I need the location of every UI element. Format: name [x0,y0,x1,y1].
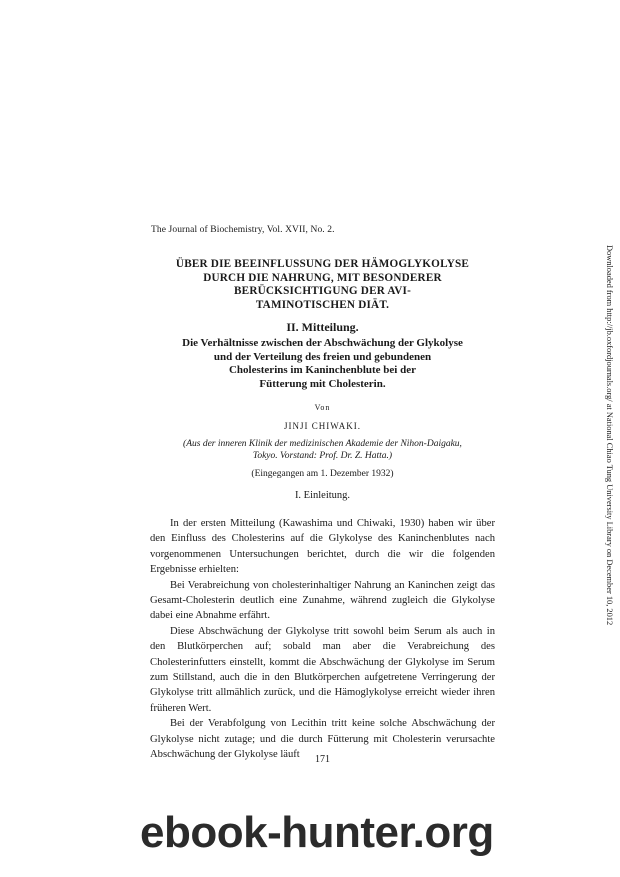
journal-header: The Journal of Biochemistry, Vol. XVII, No. 2. [151,225,335,235]
affiliation-line: Tokyo. Vorstand: Prof. Dr. Z. Hatta.) [252,451,393,462]
body-text [150,516,495,763]
paragraph: Bei der Verabfolgung von Lecithin tritt keine solche Abschwächung der Glykolyse nicht zutage; und die durch Fütterung mit Cholesterin verursachte Abschwächung der Glykolyse läuft [150,718,495,761]
part-label: II. Mitteilung. [286,320,359,334]
paragraph: In der ersten Mitteilung (Kawashima und Chiwaki, 1930) haben wir über den Einfluss des Cholesterins auf die Glykolyse des Kaninchenblutes nach vorgenommenen Untersuchungen berichtet, durch die wir die folgenden Ergebnisse erhielten: [150,518,495,576]
page-number: 171 [315,754,330,765]
download-notice-text: Downloaded from http://jb.oxfordjournals.org/ at National Chiao Tung University Library on December 10, 2012 [605,245,614,626]
affiliation-line: (Aus der inneren Klinik der medizinischen Akademie der Nihon-Daigaku, [183,439,462,449]
title-line: TAMINOTISCHEN DIÄT. [255,298,390,311]
paragraph: Bei Verabreichung von cholesterinhaltiger Nahrung an Kaninchen zeigt das Gesamt-Cholesterin deutlich eine Zunahme, während zugleich die Glykolyse dabei eine Abnahme erfährt. [150,579,495,622]
article-title [150,258,495,312]
subtitle-line: Fütterung mit Cholesterin. [259,378,386,391]
article-subtitle [145,337,500,392]
download-notice [600,245,615,685]
subtitle-line: und der Verteilung des freien und gebundenen [213,350,432,363]
byline-von: Von [314,403,331,412]
title-line: DURCH DIE NAHRUNG, MIT BESONDERER [203,271,442,284]
affiliation [150,438,495,463]
subtitle-line: Die Verhältnisse zwischen der Abschwächung der Glykolyse [182,337,463,349]
received-date: (Eingegangen am 1. Dezember 1932) [251,469,394,479]
title-line: BERÜCKSICHTIGUNG DER AVI- [234,285,411,298]
section-heading: I. Einleitung. [294,490,351,501]
subtitle-line: Cholesterins im Kaninchenblute bei der [228,364,416,377]
author-name: JINJI CHIWAKI. [284,421,361,431]
title-line: ÜBER DIE BEEINFLUSSUNG DER HÄMOGLYKOLYSE [175,258,470,270]
watermark: ebook-hunter.org [140,808,494,857]
paragraph: Diese Abschwächung der Glykolyse tritt sowohl beim Serum als auch in den Blutkörperchen auf; sobald man aber die Verabreichung des Cholesterinfutters einstellt, kommt die Abschwächung der Glykolyse im Serum zum Stillstand, auch die in den Blutkörperchen aufgetretene Verringerung der Glykolyse tritt allmählich zurück, und die Hämoglykolyse erreicht wieder ihren früheren Wert. [150,625,495,714]
